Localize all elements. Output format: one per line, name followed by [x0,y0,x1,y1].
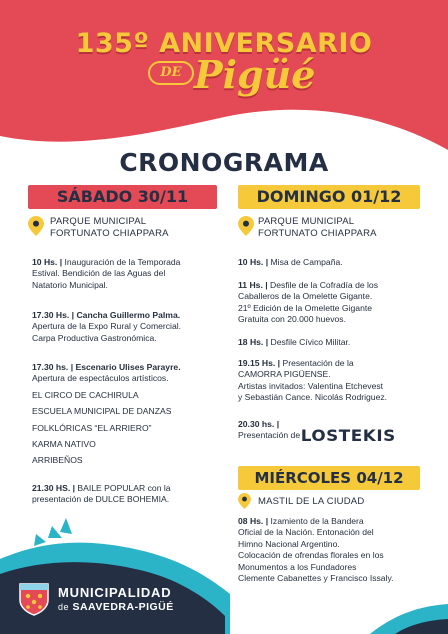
footer-background [0,504,448,634]
location-pin-icon [238,216,254,236]
title-de-badge: DE [148,61,194,85]
saturday-event-2: 17.30 Hs. | Cancha Guillermo Palma. Apertura de la Expo Rural y Comercial. Carpa Productiva Gastronómica. [32,310,182,343]
saturday-banner: SÁBADO 30/11 [28,185,217,209]
saturday-event-4: 21.30 HS. | BAILE POPULAR con la presentación de DULCE BOHEMIA. [32,483,171,505]
municipal-shield-icon [18,582,50,616]
sunday-event-3: 18 Hs. | Desfile Cívico Militar. [238,337,351,347]
sunday-event-1: 10 Hs. | Misa de Campaña. [238,257,343,267]
wednesday-venue: MASTIL DE LA CIUDAD [258,496,365,507]
saturday-event-3: 17.30 hs. | Escenario Ulises Parayre. Apertura de espectáculos artísticos. EL CIRCO DE CACHIRULA ESCUELA MUNICIPAL DE DANZAS FOLKLÓRICAS “EL ARRIERO” KARMA NATIVO ARRIBEÑOS [32,362,181,466]
sunday-venue: PARQUE MUNICIPAL FORTUNATO CHIAPPARA [258,216,377,239]
lostekis-logo: LOSTEKIS [300,426,396,446]
saturday-event-1: 10 Hs. | Inauguración de la Temporada Estival. Bendición de las Aguas del Natatorio Municipal. [32,257,181,290]
sunday-event-4: 19.15 Hs. | Presentación de la CAMORRA PIGÜENSE. Artistas invitados: Valentina Etchevest y Sebastián Cance. Nicolás Rodriguez. [238,358,388,403]
municipality-subname: de SAAVEDRA-PIGÜÉ [58,601,174,613]
location-pin-icon [28,216,44,236]
sunday-event-2: 11 Hs. | Desfile de la Cofradía de los Caballeros de la Omelette Gigante. 21º Edición de la Omelette Gigante Gratuita con 20.000 huevos. [238,280,379,325]
saturday-venue: PARQUE MUNICIPAL FORTUNATO CHIAPPARA [50,216,169,239]
town-name: Pigüé [194,52,316,97]
wednesday-event-1: 08 Hs. | Izamiento de la Bandera Oficial de la Nación. Entonación del Himno Nacional Argentino. Colocación de ofrendas florales en los Monumentos a los Fundadores Clemente Cabanettes y Francisco Issaly. [238,516,394,584]
anniversary-title: 135º ANIVERSARIO [75,28,373,59]
municipality-name: MUNICIPALIDAD [58,585,172,600]
sunday-banner: DOMINGO 01/12 [238,185,420,209]
sunday-event-5: 20.30 hs. | Presentación de LOSTEKIS [238,419,396,446]
wednesday-banner: MIÉRCOLES 04/12 [238,466,420,490]
page-title: CRONOGRAMA [119,148,329,177]
